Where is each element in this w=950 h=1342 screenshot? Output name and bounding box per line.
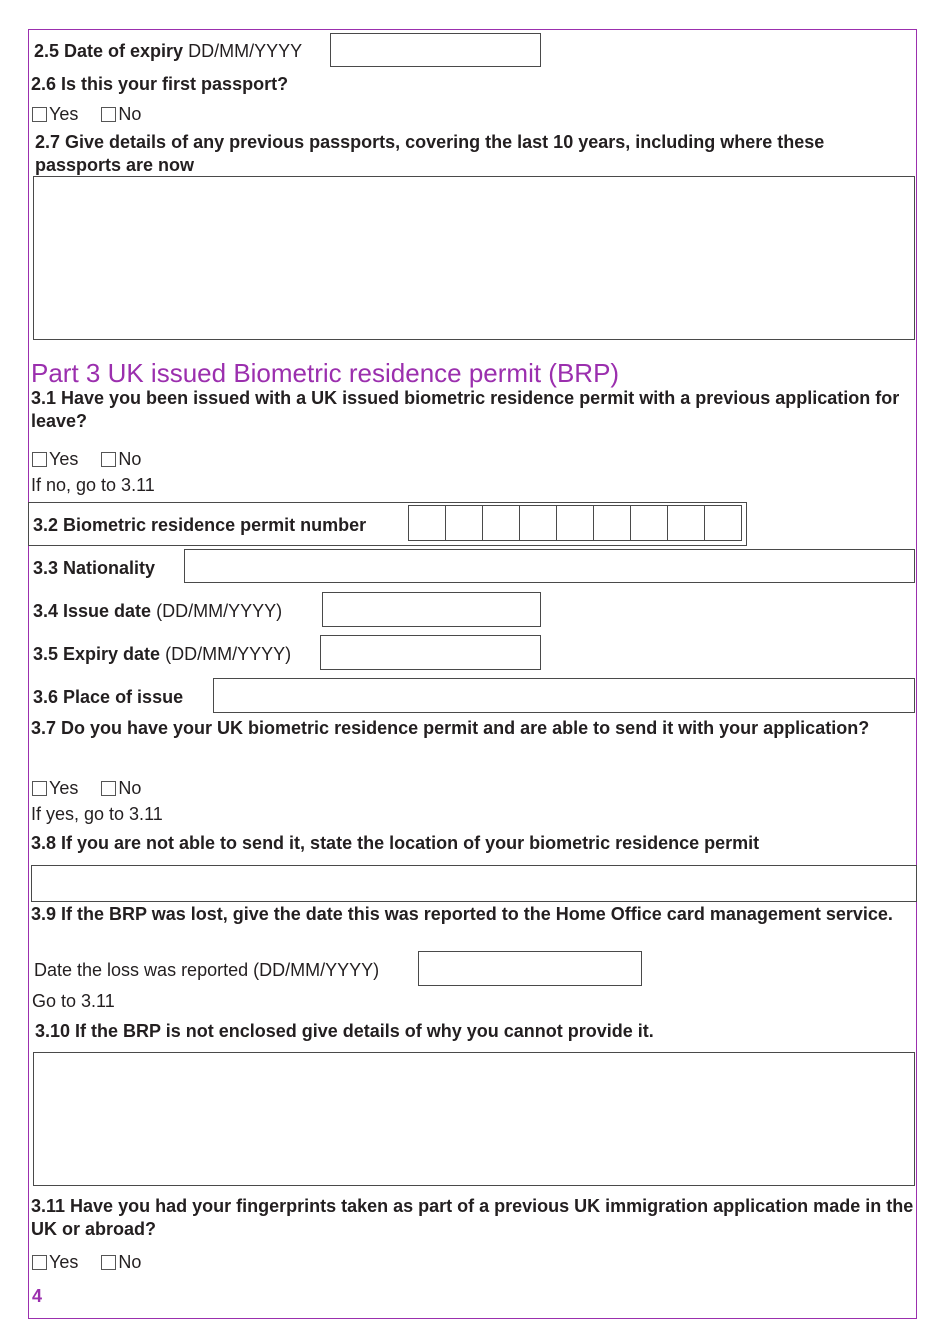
q3-1-yes-option[interactable]: Yes [32, 448, 78, 471]
issue-date-input[interactable] [322, 592, 541, 627]
q3-10-label: 3.10 If the BRP is not enclosed give details of why you cannot provide it. [35, 1021, 654, 1041]
page-number: 4 [32, 1286, 43, 1306]
q3-1-note: If no, go to 3.11 [31, 475, 155, 495]
loss-reported-date-input[interactable] [418, 951, 642, 986]
q2-5-hint: DD/MM/YYYY [188, 41, 303, 61]
q3-11-yes-option[interactable]: Yes [32, 1251, 78, 1274]
expiry-date-brp-input[interactable] [320, 635, 541, 670]
q3-4-hint: (DD/MM/YYYY) [156, 601, 283, 621]
expiry-date-input[interactable] [330, 33, 541, 67]
part-3-heading: Part 3 UK issued Biometric residence permit (BRP) [31, 358, 620, 388]
q2-6-yes-option[interactable]: Yes [32, 103, 78, 126]
q3-7-label: 3.7 Do you have your UK biometric residence permit and are able to send it with your application? [31, 718, 870, 738]
q2-6-options [32, 103, 159, 126]
q3-7-note: If yes, go to 3.11 [31, 804, 163, 824]
q3-9-note: Go to 3.11 [32, 991, 115, 1011]
brp-digit-cell [556, 506, 592, 540]
q3-4-label: 3.4 Issue date [33, 601, 152, 621]
q3-11-label: 3.11 Have you had your fingerprints taken as part of a previous UK immigration application made in the UK or abroad? [31, 1196, 914, 1239]
q2-7-label: 2.7 Give details of any previous passports, covering the last 10 years, including where these passports are now [35, 132, 825, 175]
brp-not-enclosed-textarea[interactable] [33, 1052, 915, 1186]
place-of-issue-input[interactable] [213, 678, 915, 713]
brp-number-input[interactable] [408, 505, 742, 541]
checkbox-icon[interactable] [101, 1255, 116, 1270]
brp-digit-cell [667, 506, 703, 540]
q3-9-label: 3.9 If the BRP was lost, give the date this was reported to the Home Office card management service. [31, 904, 893, 924]
checkbox-icon[interactable] [32, 1255, 47, 1270]
q3-1-no-option[interactable]: No [101, 448, 141, 471]
q3-5-label-row [33, 643, 291, 666]
q2-6-label: 2.6 Is this your first passport? [31, 74, 289, 94]
brp-digit-cell [445, 506, 481, 540]
q3-7-options [32, 777, 159, 800]
q3-2-label: 3.2 Biometric residence permit number [33, 515, 367, 535]
brp-digit-cell [519, 506, 555, 540]
checkbox-icon[interactable] [32, 781, 47, 796]
nationality-input[interactable] [184, 549, 915, 583]
previous-passports-textarea[interactable] [33, 176, 915, 340]
q3-3-label: 3.3 Nationality [33, 558, 156, 578]
q3-11-no-option[interactable]: No [101, 1251, 141, 1274]
q2-6-no-option[interactable]: No [101, 103, 141, 126]
q3-6-label: 3.6 Place of issue [33, 687, 184, 707]
q3-4-label-row [33, 600, 282, 623]
q3-5-hint: (DD/MM/YYYY) [165, 644, 292, 664]
q3-7-yes-option[interactable]: Yes [32, 777, 78, 800]
q2-5-label: 2.5 Date of expiry [34, 41, 184, 61]
brp-digit-cell [630, 506, 666, 540]
q3-11-options [32, 1251, 159, 1274]
q3-5-label: 3.5 Expiry date [33, 644, 161, 664]
q3-9-date-label: Date the loss was reported (DD/MM/YYYY) [34, 960, 380, 980]
brp-digit-cell [482, 506, 518, 540]
checkbox-icon[interactable] [101, 452, 116, 467]
brp-location-input[interactable] [31, 865, 917, 902]
q2-5-label-row [34, 40, 302, 63]
q3-1-label: 3.1 Have you been issued with a UK issued biometric residence permit with a previous application for leave? [31, 388, 900, 431]
checkbox-icon[interactable] [32, 452, 47, 467]
checkbox-icon[interactable] [101, 107, 116, 122]
q3-1-options [32, 448, 159, 471]
q3-8-label: 3.8 If you are not able to send it, state the location of your biometric residence permit [31, 833, 760, 853]
brp-digit-cell [704, 506, 740, 540]
q3-7-no-option[interactable]: No [101, 777, 141, 800]
brp-digit-cell [593, 506, 629, 540]
checkbox-icon[interactable] [101, 781, 116, 796]
checkbox-icon[interactable] [32, 107, 47, 122]
